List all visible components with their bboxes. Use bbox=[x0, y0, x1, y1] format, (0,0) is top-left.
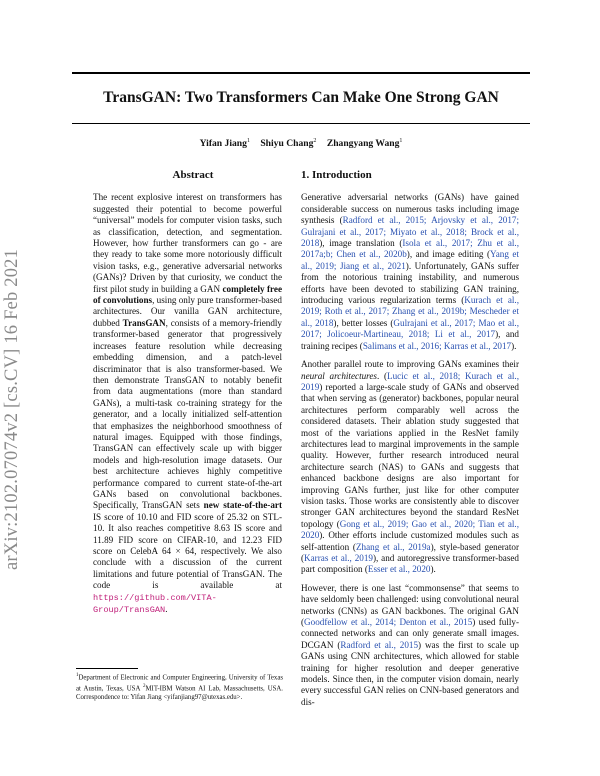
text-run: ), image translation ( bbox=[319, 238, 403, 249]
section-heading-introduction: 1. Introduction bbox=[301, 169, 372, 181]
introduction-text bbox=[301, 192, 519, 708]
text-run: new state-of-the-art bbox=[203, 500, 282, 511]
footnote-divider bbox=[76, 668, 138, 669]
citation-link[interactable]: Gulrajani et al., 2017; Mao et al., 2017; Jolicoeur-Martineau, 2018; Li et al., 2017 bbox=[301, 317, 519, 340]
text-run: ) was the first to scale up GANs using CNN architectures, which allowed for stable training for higher resolution and deeper generative models. Since then, in the computer vision domain, nearly every successful GAN relies on CNN-based generators and dis- bbox=[301, 639, 519, 707]
text-run: ) reported a large-scale study of GANs and observed that when serving as (generator) backbones, popular neural architectures perform comparably well across the considered datasets. Their ablation study suggested that most of the variations applied in the ResNet family architectures lead to marginal improvements in the sample quality. However, further research introduced neural architecture search (NAS) to GANs and suggests that enhanced backbone designs are also important for improving GANs further, just like for other computer vision tasks. Those works are consistently able to discover stronger GAN architectures beyond the standard ResNet topology ( bbox=[301, 381, 519, 529]
text-run: completely free of convolutions bbox=[93, 283, 282, 306]
citation-link[interactable]: Radford et al., 2015; Arjovsky et al., 2017; Gulrajani et al., 2017; Miyato et al., 2018; Brock et al., 2018 bbox=[301, 215, 519, 249]
citation-link[interactable]: Esser et al., 2020 bbox=[367, 564, 431, 575]
text-run: Generative adversarial networks (GANs) have gained considerable success on numerous tasks including image synthesis ( bbox=[301, 192, 519, 226]
author: Zhangyang Wang$^1$ bbox=[326, 138, 403, 150]
text-run: ). Other efforts include customized modules such as self-attention ( bbox=[301, 530, 519, 552]
right-column bbox=[301, 170, 519, 715]
text-run: IS score of 10.10 and FID score of 25.32 on STL-10. It also reaches competitive 8.63 IS score and 11.89 FID score on CIFAR-10, and 12.23 FID score on CelebA 64 × 64, respectively. We also conclude with a discussion of the current limitations and future potential of TransGAN. The code is available at bbox=[93, 511, 282, 591]
citation-link[interactable]: Salimans et al., 2016; Karras et al., 2017 bbox=[362, 340, 512, 351]
text-run: ), and training recipes ( bbox=[301, 329, 519, 351]
text-run: . ( bbox=[376, 370, 387, 381]
affiliation-footnote: $^1$Department of Electronic and Computer Engineering, University of Texas at Austin, Texas, USA $^2$MIT-IBM Watson AI Lab, Massachusetts, USA. Correspondence to: Yifan Jiang <yifanjiang97@utexas.edu>. bbox=[76, 673, 283, 701]
abstract-heading: Abstract bbox=[172, 169, 214, 181]
arxiv-identifier-stamp: arXiv:2102.07074v2 [cs.CV] 16 Feb 2021 bbox=[2, 248, 22, 570]
citation-link[interactable]: Yang et al., 2019; Jiang et al., 2021 bbox=[301, 249, 519, 271]
abstract-text bbox=[93, 192, 282, 616]
code-url-link[interactable]: https://github.com/VITA-Group/TransGAN bbox=[93, 592, 217, 616]
text-run: ) used fully-connected networks and can only generate small images. DCGAN ( bbox=[301, 617, 519, 650]
author: Yifan Jiang$^1$ bbox=[199, 138, 250, 150]
text-run: ). bbox=[511, 340, 517, 351]
paragraph bbox=[301, 192, 519, 352]
paper-title: TransGAN: Two Transformers Can Make One Strong GAN bbox=[103, 89, 499, 106]
text-run: ), style-based generator ( bbox=[301, 541, 519, 563]
text-run: Another parallel route to improving GANs examines their bbox=[301, 359, 519, 370]
citation-link[interactable]: Zhang et al., 2019a bbox=[355, 541, 431, 552]
text-run: The recent explosive interest on transformers has suggested their potential to become powerful “universal” models for computer vision tasks, such as classification, detection, and segmentation. However, how further transformers can go - are they ready to take some more notoriously difficult vision tasks, e.g., generative adversarial networks (GANs)? Driven by that curiosity, we conduct the first pilot study in building a GAN bbox=[93, 192, 282, 294]
text-run: ), better losses ( bbox=[333, 317, 394, 328]
text-run: ). Unfortunately, GANs suffer from the notorious training instability, and numerous efforts have been devoted to stabilizing GAN training, introducing various regularization terms ( bbox=[301, 260, 519, 306]
citation-link[interactable]: Gong et al., 2019; Gao et al., 2020; Tian et al., 2020 bbox=[301, 518, 519, 541]
paragraph bbox=[301, 359, 519, 576]
citation-link[interactable]: Goodfellow et al., 2014; Denton et al., 2015 bbox=[304, 617, 473, 628]
citation-link[interactable]: Kurach et al., 2019; Roth et al., 2017; Zhang et al., 2019b; Mescheder et al., 2018 bbox=[301, 295, 519, 328]
title-rule-bottom bbox=[72, 123, 530, 124]
text-run: ). bbox=[430, 564, 436, 575]
text-run: , consists of a memory-friendly transformer-based generator that progressively increases feature resolution while decreasing embedding dimension, and a patch-level discriminator that is also transformer-based. We then demonstrate TransGAN to notably benefit from data augmentations (more than standard GANs), a multi-task co-training strategy for the generator, and a locally initialized self-attention that emphasizes the neighborhood smoothness of natural images. Equipped with those findings, TransGAN can effectively scale up with bigger models and high-resolution image datasets. Our best architecture achieves highly competitive performance compared to current state-of-the-art GANs based on convolutional backbones. Specifically, TransGAN sets bbox=[93, 317, 282, 511]
citation-link[interactable]: Karras et al., 2019 bbox=[304, 553, 373, 563]
author-list bbox=[72, 138, 530, 149]
text-run: ), and image editing ( bbox=[406, 249, 491, 260]
text-run: ), and autoregressive transformer-based part composition ( bbox=[301, 553, 519, 575]
text-run: . bbox=[165, 604, 168, 615]
title-rule-top bbox=[72, 72, 530, 74]
text-run: , using only pure transformer-based architectures. Our vanilla GAN architecture, dubbed bbox=[93, 295, 282, 328]
text-run: TransGAN bbox=[122, 317, 166, 328]
text-run: However, there is one last “commonsense” that seems to have seldomly been challenged: using convolutional neural networks (CNNs) as GAN backbones. The original GAN ( bbox=[301, 582, 519, 628]
author: Shiyu Chang$^2$ bbox=[260, 138, 317, 150]
citation-link[interactable]: Radford et al., 2015 bbox=[340, 639, 419, 650]
left-column bbox=[76, 170, 294, 616]
paragraph bbox=[301, 583, 519, 708]
citation-link[interactable]: Lucic et al., 2018; Kurach et al., 2019 bbox=[301, 370, 519, 392]
text-run: neural architectures bbox=[301, 370, 377, 381]
citation-link[interactable]: Isola et al., 2017; Zhu et al., 2017a;b; Chen et al., 2020b bbox=[301, 238, 519, 260]
